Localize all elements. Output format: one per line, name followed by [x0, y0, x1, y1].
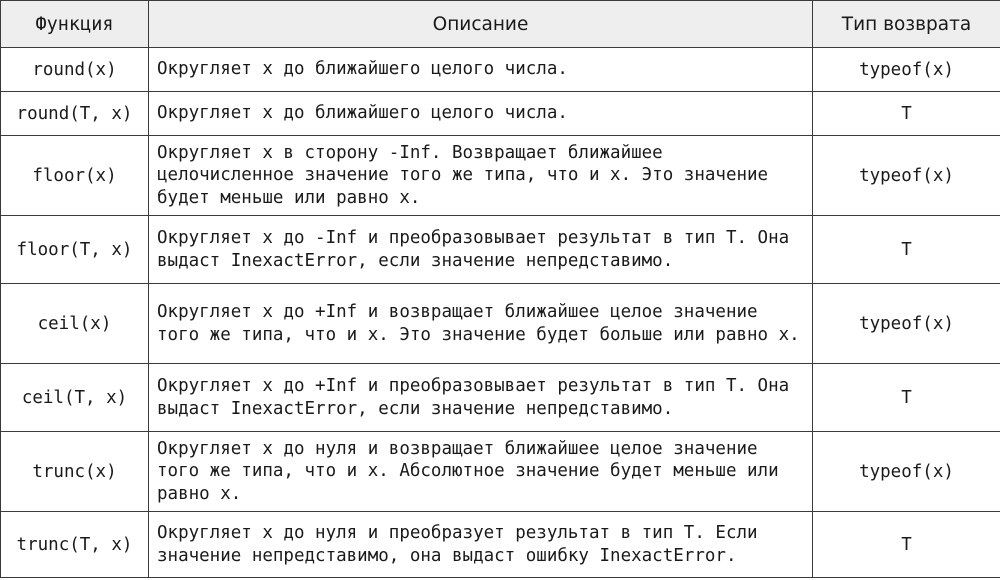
function-cell: trunc(T, x) [1, 512, 149, 578]
table-row [1, 136, 1000, 216]
table-row [1, 48, 1000, 92]
header-return-type: Тип возврата [813, 1, 1000, 48]
return-type-cell: typeof(x) [813, 284, 1000, 364]
return-type-cell: typeof(x) [813, 48, 1000, 92]
return-type-cell: typeof(x) [813, 136, 1000, 216]
return-type-cell: typeof(x) [813, 432, 1000, 512]
function-cell: floor(x) [1, 136, 149, 216]
return-type-cell: T [813, 216, 1000, 284]
description-cell: Округляет x в сторону -Inf. Возвращает ближайшее целочисленное значение того же типа, что и x. Это значение будет меньше или равно x. [149, 136, 813, 216]
table-row [1, 216, 1000, 284]
return-type-cell: T [813, 512, 1000, 578]
table-row [1, 432, 1000, 512]
function-cell: ceil(x) [1, 284, 149, 364]
function-cell: round(T, x) [1, 92, 149, 136]
description-cell: Округляет x до ближайшего целого числа. [149, 48, 813, 92]
description-cell: Округляет x до нуля и преобразует результат в тип T. Если значение непредставимо, она выдаст ошибку InexactError. [149, 512, 813, 578]
table-row [1, 364, 1000, 432]
function-cell: trunc(x) [1, 432, 149, 512]
description-cell: Округляет x до ближайшего целого числа. [149, 92, 813, 136]
header-description: Описание [149, 1, 813, 48]
function-cell: round(x) [1, 48, 149, 92]
table-row [1, 92, 1000, 136]
return-type-cell: T [813, 92, 1000, 136]
header-function: Функция [1, 1, 149, 48]
table-row [1, 284, 1000, 364]
description-cell: Округляет x до -Inf и преобразовывает результат в тип T. Она выдаст InexactError, если значение непредставимо. [149, 216, 813, 284]
function-cell: floor(T, x) [1, 216, 149, 284]
table-row [1, 512, 1000, 578]
header-row [1, 1, 1000, 48]
description-cell: Округляет x до +Inf и возвращает ближайшее целое значение того же типа, что и x. Это значение будет больше или равно x. [149, 284, 813, 364]
function-cell: ceil(T, x) [1, 364, 149, 432]
description-cell: Округляет x до +Inf и преобразовывает результат в тип T. Она выдаст InexactError, если значение непредставимо. [149, 364, 813, 432]
return-type-cell: T [813, 364, 1000, 432]
description-cell: Округляет x до нуля и возвращает ближайшее целое значение того же типа, что и x. Абсолютное значение будет меньше или равно x. [149, 432, 813, 512]
